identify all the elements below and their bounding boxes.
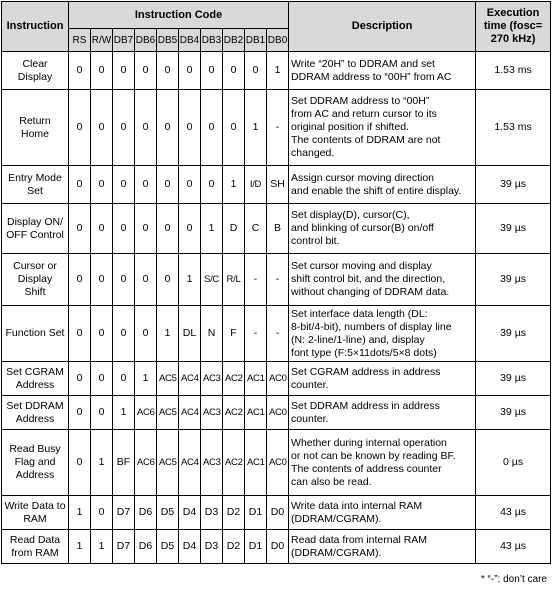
- instruction-name-line: Read Data: [9, 533, 61, 546]
- instruction-name-line: Display ON/: [6, 215, 63, 228]
- bit-cell: D0: [267, 496, 289, 530]
- bit-cell: AC6: [135, 396, 157, 430]
- instruction-name-line: Entry Mode: [8, 171, 62, 184]
- bit-header-db1: DB1: [245, 29, 267, 52]
- bit-cell: 1: [69, 530, 91, 564]
- bit-header-db3: DB3: [201, 29, 223, 52]
- bit-cell: AC0: [267, 430, 289, 496]
- description-line: can also be read.: [291, 475, 372, 488]
- bit-cell: BF: [113, 430, 135, 496]
- bit-cell: 1: [179, 254, 201, 306]
- instruction-name-line: Shift: [24, 286, 46, 298]
- bit-cell: 0: [201, 166, 223, 204]
- description-cell: [289, 254, 476, 306]
- instruction-name: [2, 166, 69, 204]
- bit-cell: 0: [91, 362, 113, 396]
- instruction-rows: [2, 52, 551, 564]
- instruction-table: [1, 1, 551, 564]
- bit-cell: D1: [245, 496, 267, 530]
- description-line: Set cursor moving and display: [291, 260, 432, 272]
- description-line: Set interface data length (DL:: [291, 307, 428, 320]
- bit-header-db4: DB4: [179, 29, 201, 52]
- bit-cell: F: [223, 306, 245, 362]
- bit-header-rs: RS: [69, 29, 91, 52]
- execution-time-cell: 39 µs: [476, 166, 551, 204]
- bit-cell: 0: [223, 90, 245, 166]
- description-line: Whether during internal operation: [291, 436, 447, 449]
- bit-cell: 1: [135, 362, 157, 396]
- bit-cell: 1: [91, 430, 113, 496]
- bit-cell: 0: [69, 396, 91, 430]
- instruction-name: [2, 430, 69, 496]
- bit-cell: 0: [91, 166, 113, 204]
- bit-cell: R/L: [223, 254, 245, 306]
- description-line: and enable the shift of entire display.: [291, 184, 462, 197]
- bit-cell: 0: [113, 254, 135, 306]
- bit-cell: 0: [69, 90, 91, 166]
- bit-cell: 0: [201, 52, 223, 90]
- bit-cell: 0: [135, 204, 157, 254]
- instruction-name-line: Address: [15, 412, 55, 425]
- instruction-name-line: Clear: [22, 57, 48, 70]
- bit-cell: 0: [135, 90, 157, 166]
- description-cell: [289, 306, 476, 362]
- bit-cell: 0: [157, 166, 179, 204]
- bit-cell: 1: [113, 396, 135, 430]
- footnote: * “-”: don’t care: [480, 574, 547, 585]
- bit-cell: D3: [201, 530, 223, 564]
- bit-header-db7: DB7: [113, 29, 135, 52]
- instruction-name: [2, 396, 69, 430]
- bit-cell: I/D: [245, 166, 267, 204]
- bit-cell: -: [245, 306, 267, 362]
- instruction-name: [2, 254, 69, 306]
- bit-cell: 0: [113, 306, 135, 362]
- execution-time-cell: 0 µs: [476, 430, 551, 496]
- instruction-name-line: Set DDRAM: [6, 399, 64, 412]
- bit-header-db2: DB2: [223, 29, 245, 52]
- table-row: [2, 362, 551, 396]
- bit-cell: 0: [69, 166, 91, 204]
- bit-cell: AC2: [223, 362, 245, 396]
- bit-cell: AC6: [135, 430, 157, 496]
- bit-cell: D2: [223, 496, 245, 530]
- description-line: counter.: [291, 412, 329, 425]
- instruction-name-line: Home: [20, 127, 49, 140]
- bit-cell: 0: [91, 496, 113, 530]
- description-line: Set CGRAM address in address: [291, 365, 441, 378]
- description-line: (N: 2-line/1-line) and, display: [291, 333, 425, 346]
- table-row: [2, 306, 551, 362]
- description-line: Set DDRAM address in address: [291, 399, 440, 412]
- bit-cell: AC4: [179, 430, 201, 496]
- instruction-name-line: Function Set: [5, 327, 65, 339]
- bit-cell: DL: [179, 306, 201, 362]
- bit-cell: 1: [201, 204, 223, 254]
- description-line: original position if shifted.: [291, 121, 409, 133]
- bit-cell: AC3: [201, 430, 223, 496]
- bit-cell: 0: [69, 204, 91, 254]
- bit-cell: D5: [157, 496, 179, 530]
- bit-cell: N: [201, 306, 223, 362]
- instruction-name-line: Return: [19, 114, 51, 127]
- instruction-name-line: Address: [15, 469, 55, 481]
- header-description: Description: [289, 2, 476, 52]
- instruction-name: [2, 362, 69, 396]
- table-row: [2, 204, 551, 254]
- bit-cell: 0: [157, 254, 179, 306]
- bit-cell: AC3: [201, 362, 223, 396]
- bit-cell: D4: [179, 496, 201, 530]
- description-line: shift control bit, and the direction,: [291, 273, 446, 285]
- bit-cell: D6: [135, 530, 157, 564]
- bit-cell: 0: [113, 90, 135, 166]
- bit-cell: 0: [245, 52, 267, 90]
- instruction-name: [2, 306, 69, 362]
- bit-cell: 1: [91, 530, 113, 564]
- description-line: or not can be known by reading BF.: [291, 449, 456, 462]
- bit-cell: D1: [245, 530, 267, 564]
- description-cell: [289, 396, 476, 430]
- description-cell: [289, 530, 476, 564]
- header-time-line3: 270 kHz): [490, 33, 536, 45]
- header-execution-time: [476, 2, 551, 52]
- bit-cell: AC1: [245, 362, 267, 396]
- bit-cell: 0: [91, 306, 113, 362]
- description-line: (DDRAM/CGRAM).: [291, 546, 382, 559]
- bit-cell: AC3: [201, 396, 223, 430]
- bit-cell: -: [267, 90, 289, 166]
- bit-cell: AC0: [267, 362, 289, 396]
- table-row: [2, 90, 551, 166]
- bit-cell: D0: [267, 530, 289, 564]
- bit-cell: 0: [179, 90, 201, 166]
- table-row: [2, 530, 551, 564]
- bit-cell: 1: [157, 306, 179, 362]
- description-cell: [289, 52, 476, 90]
- bit-cell: 0: [113, 52, 135, 90]
- header-instruction-code: Instruction Code: [69, 2, 289, 29]
- description-line: Write “20H” to DDRAM and set: [291, 57, 435, 70]
- instruction-name-line: OFF Control: [6, 228, 64, 241]
- bit-cell: 0: [179, 204, 201, 254]
- execution-time-cell: 1.53 ms: [476, 52, 551, 90]
- bit-cell: AC2: [223, 396, 245, 430]
- bit-cell: 1: [245, 90, 267, 166]
- header-time-line2: time (fosc=: [483, 20, 543, 32]
- bit-cell: 0: [69, 362, 91, 396]
- bit-cell: D3: [201, 496, 223, 530]
- bit-cell: D5: [157, 530, 179, 564]
- bit-cell: 0: [135, 306, 157, 362]
- bit-cell: 0: [157, 52, 179, 90]
- bit-cell: AC2: [223, 430, 245, 496]
- bit-cell: D6: [135, 496, 157, 530]
- bit-header-db0: DB0: [267, 29, 289, 52]
- execution-time-cell: 43 µs: [476, 530, 551, 564]
- description-line: without changing of DDRAM data.: [291, 286, 450, 298]
- table-row: [2, 396, 551, 430]
- bit-cell: 0: [157, 90, 179, 166]
- bit-cell: 0: [91, 52, 113, 90]
- bit-cell: 0: [179, 166, 201, 204]
- table-row: [2, 430, 551, 496]
- execution-time-cell: 39 µs: [476, 254, 551, 306]
- bit-cell: 1: [267, 52, 289, 90]
- execution-time-cell: 43 µs: [476, 496, 551, 530]
- bit-cell: 0: [113, 166, 135, 204]
- instruction-name-line: Display: [17, 273, 53, 285]
- description-line: counter.: [291, 378, 329, 391]
- execution-time-cell: 39 µs: [476, 362, 551, 396]
- bit-cell: 0: [113, 204, 135, 254]
- table-row: [2, 254, 551, 306]
- bit-cell: 0: [91, 396, 113, 430]
- bit-cell: D4: [179, 530, 201, 564]
- bit-header-rw: R/W: [91, 29, 113, 52]
- instruction-name-line: from RAM: [11, 546, 59, 559]
- instruction-name-line: Display: [17, 70, 53, 83]
- bit-cell: 0: [69, 430, 91, 496]
- description-cell: [289, 496, 476, 530]
- execution-time-cell: 39 µs: [476, 396, 551, 430]
- instruction-name-line: Flag and: [14, 456, 56, 468]
- description-line: DDRAM address to “00H” from AC: [291, 70, 452, 83]
- bit-cell: AC4: [179, 396, 201, 430]
- execution-time-cell: 39 µs: [476, 306, 551, 362]
- table-row: [2, 166, 551, 204]
- instruction-name: [2, 52, 69, 90]
- bit-cell: AC4: [179, 362, 201, 396]
- bit-cell: AC0: [267, 396, 289, 430]
- description-cell: [289, 430, 476, 496]
- bit-cell: -: [267, 306, 289, 362]
- instruction-name-line: Write Data to: [4, 499, 66, 512]
- bit-cell: -: [267, 254, 289, 306]
- bit-cell: SH: [267, 166, 289, 204]
- description-line: changed.: [291, 147, 335, 159]
- bit-cell: AC5: [157, 362, 179, 396]
- description-line: Set display(D), cursor(C),: [291, 209, 410, 221]
- execution-time-cell: 39 µs: [476, 204, 551, 254]
- description-line: The contents of address counter: [291, 462, 442, 475]
- bit-cell: 0: [69, 306, 91, 362]
- instruction-name-line: Cursor or: [13, 260, 57, 272]
- bit-cell: 0: [179, 52, 201, 90]
- instruction-name-line: Address: [15, 378, 55, 391]
- bit-cell: 0: [135, 254, 157, 306]
- description-line: and blinking of cursor(B) on/off: [291, 222, 434, 234]
- bit-cell: AC5: [157, 396, 179, 430]
- instruction-name: [2, 496, 69, 530]
- instruction-name: [2, 204, 69, 254]
- description-cell: [289, 90, 476, 166]
- instruction-name: [2, 530, 69, 564]
- description-line: control bit.: [291, 235, 340, 247]
- bit-cell: -: [245, 254, 267, 306]
- description-cell: [289, 166, 476, 204]
- bit-cell: B: [267, 204, 289, 254]
- bit-cell: 0: [91, 204, 113, 254]
- description-line: Write data into internal RAM: [291, 499, 423, 512]
- bit-cell: 1: [223, 166, 245, 204]
- bit-cell: 0: [135, 52, 157, 90]
- bit-cell: 0: [201, 90, 223, 166]
- bit-cell: 0: [69, 52, 91, 90]
- description-line: The contents of DDRAM are not: [291, 134, 441, 146]
- bit-header-db6: DB6: [135, 29, 157, 52]
- bit-cell: 0: [91, 90, 113, 166]
- execution-time-cell: 1.53 ms: [476, 90, 551, 166]
- table-row: [2, 496, 551, 530]
- bit-cell: 0: [91, 254, 113, 306]
- instruction-name-line: Set CGRAM: [6, 365, 64, 378]
- description-line: Assign cursor moving direction: [291, 171, 435, 184]
- table-row: [2, 52, 551, 90]
- bit-cell: 0: [69, 254, 91, 306]
- bit-cell: AC1: [245, 396, 267, 430]
- description-line: Read data from internal RAM: [291, 533, 428, 546]
- instruction-name-line: Set: [27, 184, 43, 197]
- bit-cell: AC1: [245, 430, 267, 496]
- bit-header-db5: DB5: [157, 29, 179, 52]
- description-line: Set DDRAM address to “00H”: [291, 95, 430, 107]
- bit-cell: 0: [157, 204, 179, 254]
- description-line: 8-bit/4-bit), numbers of display line: [291, 320, 452, 333]
- header-time-line1: Execution: [486, 7, 540, 19]
- bit-cell: 0: [113, 362, 135, 396]
- instruction-name-line: RAM: [23, 512, 47, 525]
- description-line: font type (F:5×11dots/5×8 dots): [291, 346, 437, 359]
- bit-cell: D7: [113, 530, 135, 564]
- instruction-name-line: Read Busy: [9, 443, 61, 455]
- bit-cell: 1: [69, 496, 91, 530]
- bit-cell: D7: [113, 496, 135, 530]
- bit-cell: S/C: [201, 254, 223, 306]
- instruction-name: [2, 90, 69, 166]
- description-line: from AC and return cursor to its: [291, 108, 437, 120]
- bit-cell: 0: [223, 52, 245, 90]
- bit-cell: 0: [135, 166, 157, 204]
- header-instruction: Instruction: [2, 2, 69, 52]
- bit-cell: D2: [223, 530, 245, 564]
- description-line: (DDRAM/CGRAM).: [291, 512, 382, 525]
- description-cell: [289, 362, 476, 396]
- bit-cell: AC5: [157, 430, 179, 496]
- description-cell: [289, 204, 476, 254]
- bit-cell: C: [245, 204, 267, 254]
- bit-cell: D: [223, 204, 245, 254]
